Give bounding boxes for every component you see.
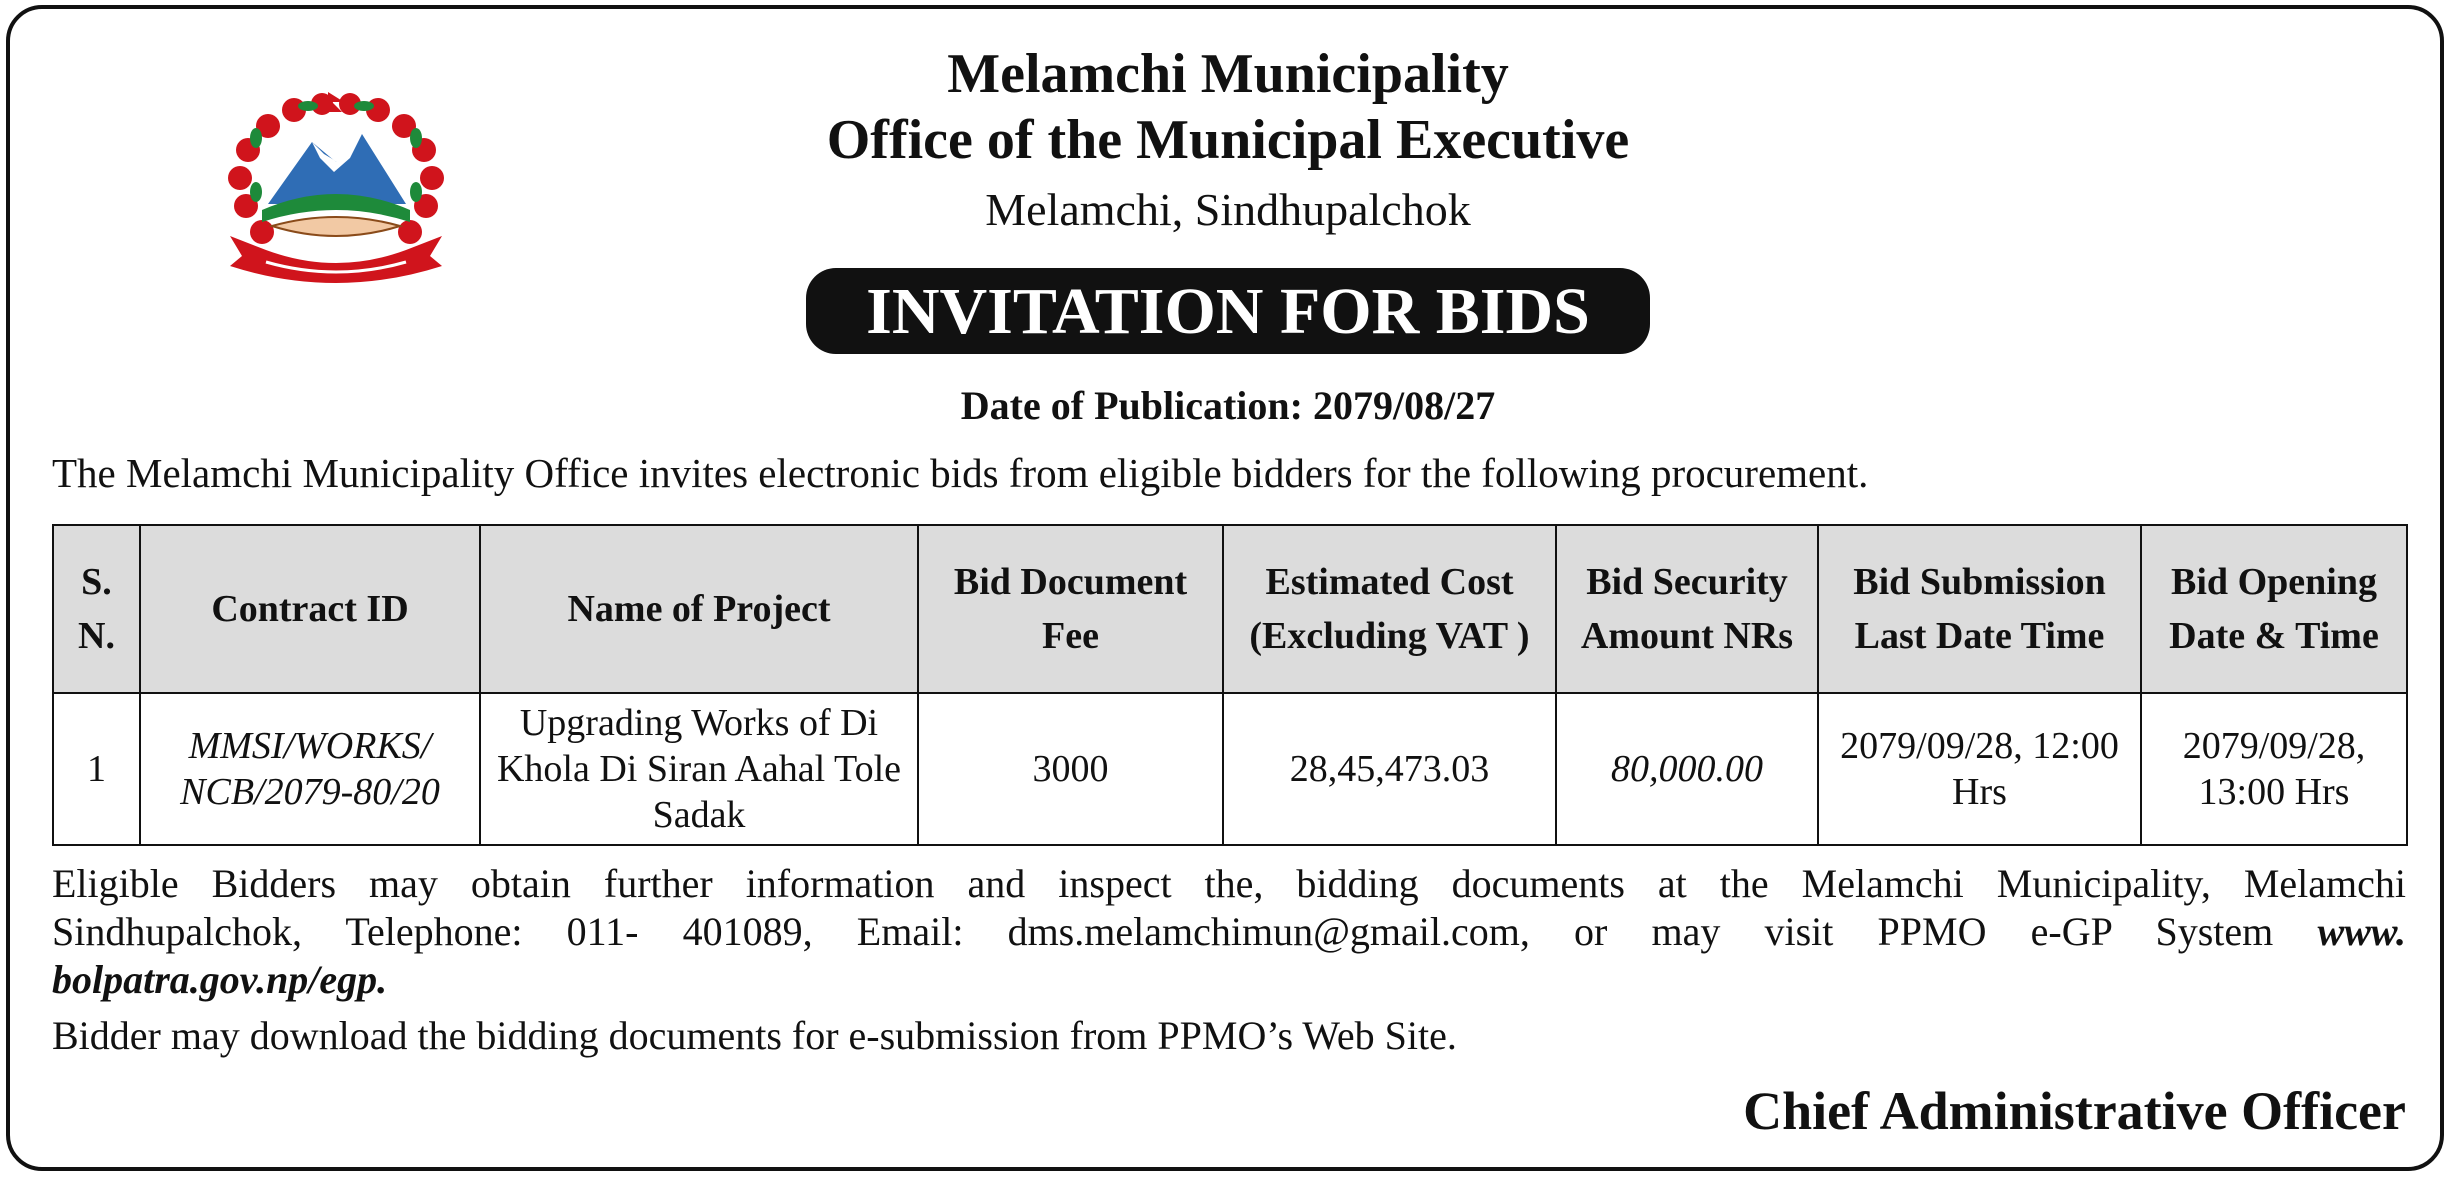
bid-table [52,524,2408,846]
egp-link-part-2[interactable]: bolpatra.gov.np/egp. [52,957,388,1002]
header-contract-id: Contract ID [140,525,480,693]
header-sn: S. N. [53,525,140,693]
table-header-row [53,525,2407,693]
cell-opening: 2079/09/28, 13:00 Hrs [2141,693,2407,845]
intro-text: The Melamchi Municipality Office invites electronic bids from eligible bidders for the following procurement. [52,450,1869,496]
info-line-1: Eligible Bidders may obtain further information and inspect the, bidding documents at the Melamchi Municipality, Melamchi [52,861,2406,906]
notice-banner: INVITATION FOR BIDS [806,268,1650,354]
cell-fee: 3000 [918,693,1223,845]
header-opening: Bid Opening Date & Time [2141,525,2407,693]
cell-project: Upgrading Works of Di Khola Di Siran Aahal Tole Sadak [480,693,918,845]
header-fee: Bid Document Fee [918,525,1223,693]
office-name: Office of the Municipal Executive [826,109,1630,171]
egp-link-part-1[interactable]: www. [2317,909,2407,954]
header-security: Bid Security Amount NRs [1556,525,1818,693]
cell-sn: 1 [53,693,140,845]
info-line-2-text: Sindhupalchok, Telephone: 011- 401089, Email: dms.melamchimun@gmail.com, or may visit PPMO e-GP System [52,909,2274,954]
office-location: Melamchi, Sindhupalchok [985,184,1471,235]
publication-date: Date of Publication: 2079/08/27 [960,383,1496,428]
header-estimated-cost: Estimated Cost (Excluding VAT ) [1223,525,1556,693]
table-row [53,693,2407,845]
cell-security: 80,000.00 [1556,693,1818,845]
municipality-name: Melamchi Municipality [947,43,1509,105]
cell-submission: 2079/09/28, 12:00 Hrs [1818,693,2141,845]
cell-estimated-cost: 28,45,473.03 [1223,693,1556,845]
signatory-title: Chief Administrative Officer [1743,1081,2406,1141]
header-project: Name of Project [480,525,918,693]
cell-contract-id: MMSI/WORKS/ NCB/2079-80/20 [140,693,480,845]
header-submission: Bid Submission Last Date Time [1818,525,2141,693]
info-line-2 [52,908,2406,956]
info-line-4: Bidder may download the bidding documents for e-submission from PPMO’s Web Site. [52,1013,1457,1058]
